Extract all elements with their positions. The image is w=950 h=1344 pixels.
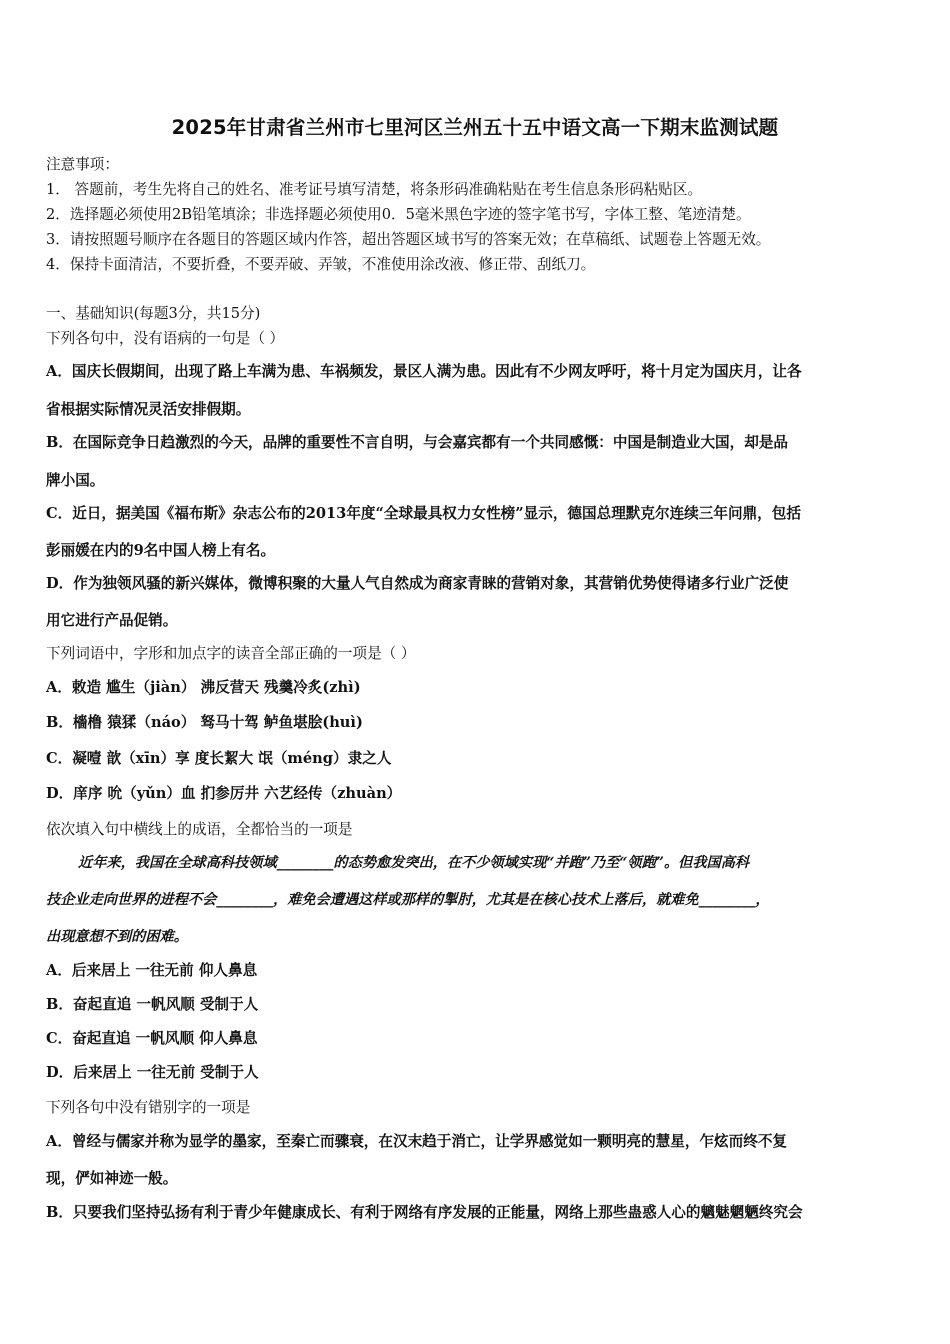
passage-line: 出现意想不到的困难。 [46,929,188,945]
option-line: C．凝噎 歆（xīn）享 度长絜大 氓（méng）隶之人 [46,750,392,767]
notice-item: 1． 答题前，考生先将自己的姓名、准考证号填写清楚，将条形码准确粘贴在考生信息条形码粘贴区。 [46,181,703,198]
option-line: A．曾经与儒家并称为显学的墨家，至秦亡而骤衰，在汉末趋于消亡，让学界感觉如一颗明亮的慧星，乍炫而终不复 [46,1133,788,1150]
question-stem: 下列各句中，没有语病的一句是（ ） [46,330,285,347]
option-line: C．奋起直追 一帆风顺 仰人鼻息 [46,1030,258,1047]
option-line: C．近日，据美国《福布斯》杂志公布的2013年度“全球最具权力女性榜”显示，德国总理默克尔连续三年问鼎，包括 [46,505,801,522]
notice-heading: 注意事项： [46,156,119,173]
option-line: 彭丽媛在内的9名中国人榜上有名。 [46,542,276,559]
passage-line: 技企业走向世界的进程不会________，难免会遭遇这样或那样的掣肘，尤其是在核心技术上落后，就难免________， [46,892,770,908]
option-line: A．敕造 尴生（jiàn） 沸反营天 残羹冷炙(zhì) [46,679,361,696]
option-line: B．在国际竞争日趋激烈的今天，品牌的重要性不言自明，与会嘉宾都有一个共同感慨：中国是制造业大国，却是品 [46,434,789,451]
question-stem: 下列各句中没有错别字的一项是 [46,1099,251,1116]
option-line: 用它进行产品促销。 [46,612,178,629]
option-line: D．后来居上 一往无前 受制于人 [46,1064,259,1081]
option-line: B．只要我们坚持弘扬有利于青少年健康成长、有利于网络有序发展的正能量，网络上那些蛊惑人心的魑魅魍魉终究会 [46,1204,803,1221]
question-stem: 下列词语中，字形和加点字的读音全部正确的一项是（ ） [46,645,416,662]
section-heading: 一、基础知识(每题3分，共15分) [46,305,261,322]
notice-item: 4．保持卡面清洁，不要折叠，不要弄破、弄皱，不准使用涂改液、修正带、刮纸刀。 [46,256,596,273]
passage-line: 近年来，我国在全球高科技领域________的态势愈发突出，在不少领域实现“并跑”乃至“领跑”。但我国高科 [78,855,750,871]
option-line: A．后来居上 一往无前 仰人鼻息 [46,962,258,979]
option-line: 牌小国。 [46,472,105,489]
question-stem: 依次填入句中横线上的成语，全都恰当的一项是 [46,821,353,838]
option-line: B．奋起直追 一帆风顺 受制于人 [46,996,259,1013]
option-line: 省根据实际情况灵活安排假期。 [46,401,251,418]
option-line: B．檣橹 猿猱（náo） 驽马十驾 鲈鱼堪脍(huì) [46,714,363,731]
document-title: 2025年甘肃省兰州市七里河区兰州五十五中语文高一下期末监测试题 [171,116,779,139]
option-line: A．国庆长假期间，出现了路上车满为患、车祸频发，景区人满为患。因此有不少网友呼吁，将十月定为国庆月，让各 [46,363,802,380]
notice-item: 3．请按照题号顺序在各题目的答题区域内作答，超出答题区域书写的答案无效；在草稿纸、试题卷上答题无效。 [46,231,771,248]
option-line: 现，俨如神迹一般。 [46,1170,178,1187]
notice-item: 2．选择题必须使用2B铅笔填涂；非选择题必须使用0．5毫米黑色字迹的签字笔书写，字体工整、笔迹清楚。 [46,206,751,223]
option-line: D．庠序 吮（yǔn）血 扪参厉井 六艺经传（zhuàn） [46,785,402,802]
option-line: D．作为独领风骚的新兴媒体，微博积聚的大量人气自然成为商家青睐的营销对象，其营销优势使得诸多行业广泛使 [46,575,789,592]
